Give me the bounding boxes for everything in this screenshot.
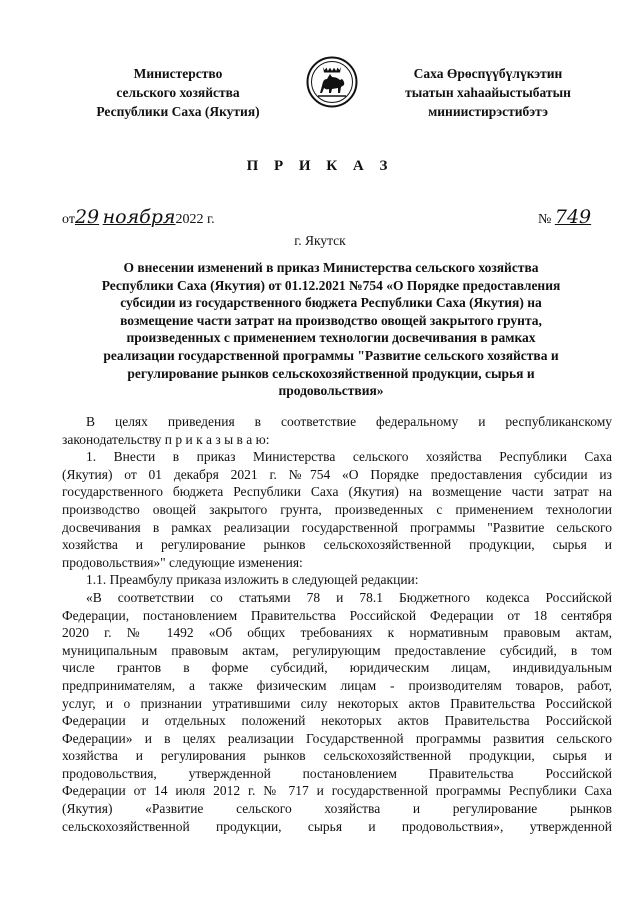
header-right-line: тыатын хаһаайыстыбатын <box>405 85 571 100</box>
body-line: хозяйства и регулирование рынков сельскохозяйственной продукции, сырья и <box>62 537 612 553</box>
body-line: сельскохозяйственной продукции, сырья и продовольствия», утвержденной <box>62 818 612 834</box>
city: г. Якутск <box>294 233 346 248</box>
body-line: предпринимателям, а также физическим лицам - производителям товаров, работ, <box>62 677 612 693</box>
header-left-line: сельского хозяйства <box>116 85 240 100</box>
order-subject <box>98 259 564 400</box>
handwritten-month: ноября <box>102 206 176 228</box>
number-prefix: № <box>538 212 552 227</box>
subject-line: возмещение части затрат на производство овощей закрытого грунта, <box>120 312 542 328</box>
subject-line: реализации государственной программы "Развитие сельского хозяйства и <box>103 347 559 363</box>
body-line: муниципальным правовым актам, регулирующим предоставление субсидий, в том <box>62 642 612 658</box>
handwritten-number: 749 <box>554 206 592 228</box>
body-line: «В соответствии со статьями 78 и 78.1 Бюджетного кодекса Российской <box>86 589 612 605</box>
body-line: Федерации от 14 июля 2012 г. № 717 и государственной программы Республики Саха <box>62 783 612 799</box>
body-line: законодательству п р и к а з ы в а ю: <box>62 431 270 447</box>
subject-line: регулирование рынков сельскохозяйственной продукции, сырья и <box>127 365 535 381</box>
subject-line: субсидии из государственного бюджета Республики Саха (Якутия) на <box>120 295 542 311</box>
order-date <box>62 206 215 228</box>
body-line: числе грантов в форме субсидий, юридическим лицам, индивидуальным <box>62 660 612 676</box>
body-line: досвечивания в рамках реализации государственной программы "Развитие сельского <box>62 519 612 535</box>
body-line: 2020 г. № 1492 «Об общих требованиях к нормативным правовым актам, <box>62 625 612 641</box>
body-line: Федерации, постановлением Правительства Российской Федерации от 18 сентября <box>62 607 612 623</box>
body-line: государственного бюджета Республики Саха (Якутия) на возмещение части затрат на <box>62 484 612 500</box>
body-line: В целях приведения в соответствие федеральному и республиканскому <box>86 414 612 429</box>
body-line: услуг, и о признании утратившими силу некоторых актов Правительства Российской <box>62 695 612 711</box>
handwritten-day: 29 <box>74 206 100 228</box>
body-line: производство овощей закрытого грунта, произведенных с применением технологии <box>62 501 612 517</box>
body-line: продовольствия, утвержденной постановлением Правительства Российской <box>62 765 612 781</box>
order-body <box>62 413 612 835</box>
body-line: Федерации и отдельных положений некоторых актов Правительства Российской <box>62 713 612 729</box>
body-line: хозяйства и регулирования рынков сельскохозяйственной продукции, сырья и <box>62 748 612 764</box>
body-line: продовольствия»" следующие изменения: <box>62 554 303 570</box>
date-prefix: от <box>62 212 75 227</box>
ministry-name-sakha <box>388 64 588 121</box>
header-left-line: Республики Саха (Якутия) <box>96 104 260 119</box>
subject-line: продовольствия» <box>278 383 384 399</box>
body-line: 1. Внести в приказ Министерства сельского хозяйства Республики Саха <box>86 449 612 465</box>
document-title: П Р И К А З <box>246 158 394 174</box>
subject-line: О внесении изменений в приказ Министерства сельского хозяйства <box>123 260 539 275</box>
subject-line: произведенных с применением технологии досвечивания в рамках <box>126 330 536 346</box>
header-right-line: миниистирэстибэтэ <box>428 104 548 119</box>
body-line: (Якутия) от 01 декабря 2021 г. №754 «О Порядке предоставления субсидии из <box>62 466 612 482</box>
sakha-emblem-icon <box>306 56 358 108</box>
header-left-line: Министерство <box>133 66 223 81</box>
body-line: (Якутия) «Развитие сельского хозяйства и регулирование рынков <box>62 801 612 817</box>
subject-line: Республики Саха (Якутия) от 01.12.2021 №754 «О Порядке предоставления <box>101 277 561 293</box>
ministry-name-russian <box>78 64 278 121</box>
header-right-line: Саха Өрөспүүбүлүкэтин <box>413 66 563 81</box>
body-line: 1.1. Преамбулу приказа изложить в следующей редакции: <box>86 572 419 588</box>
date-year: 2022 г. <box>175 212 215 227</box>
order-number <box>538 206 591 228</box>
body-line: Федерации» и в целях реализации Государственной программы развития сельского <box>62 730 612 746</box>
